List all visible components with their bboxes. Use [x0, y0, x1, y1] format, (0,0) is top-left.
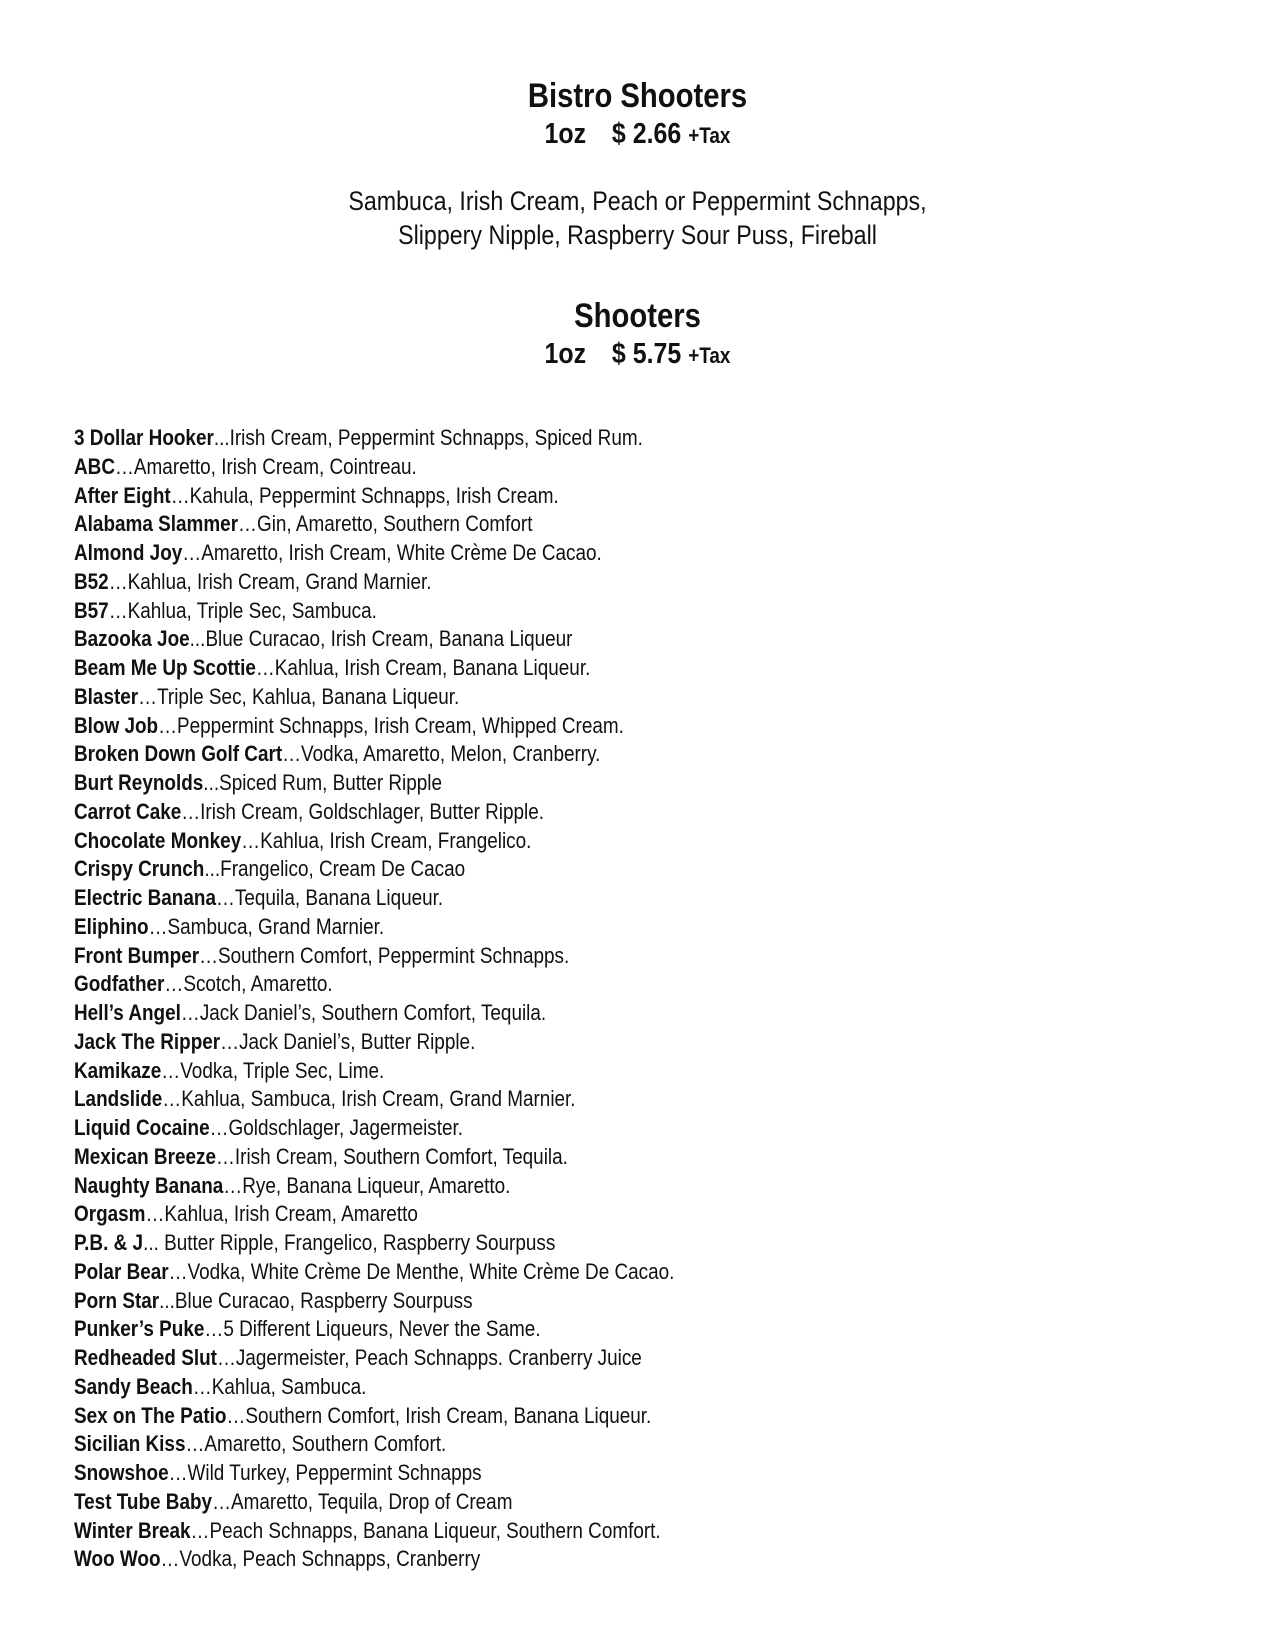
drink-ingredients: …Jack Daniel’s, Southern Comfort, Tequila.: [180, 1000, 547, 1025]
bistro-size: 1oz: [544, 118, 587, 150]
drink-name: B52: [74, 568, 109, 594]
drink-ingredients: …Irish Cream, Southern Comfort, Tequila.: [215, 1143, 568, 1169]
drink-ingredients: …Vodka, Peach Schnapps, Cranberry: [160, 1546, 481, 1572]
drink-name: Burt Reynolds: [74, 770, 204, 795]
drink-ingredients: …Goldschlager, Jagermeister.: [209, 1115, 464, 1140]
list-item: [74, 1344, 674, 1373]
bistro-title: Bistro Shooters: [527, 77, 748, 115]
drink-name: Landslide: [74, 1086, 163, 1112]
drink-ingredients: ...Blue Curacao, Irish Cream, Banana Liqueur: [189, 626, 573, 652]
drink-ingredients: …Gin, Amaretto, Southern Comfort: [238, 511, 533, 537]
drink-ingredients: …Rye, Banana Liqueur, Amaretto.: [223, 1172, 511, 1198]
list-item: [74, 942, 674, 971]
drink-ingredients: …Kahlua, Irish Cream, Frangelico.: [241, 827, 532, 853]
bistro-description: [89, 184, 1186, 252]
list-item: [74, 453, 674, 482]
list-item: [74, 424, 674, 453]
drink-name: Porn Star: [74, 1287, 160, 1313]
list-item: [74, 1200, 674, 1229]
list-item: [74, 855, 674, 884]
drink-ingredients: ...Blue Curacao, Raspberry Sourpuss: [159, 1287, 473, 1313]
bistro-shooters-header: [0, 76, 1275, 154]
drink-name: Punker’s Puke: [74, 1316, 205, 1342]
list-item: [74, 1114, 674, 1143]
shooters-title: Shooters: [574, 297, 701, 335]
drink-name: Test Tube Baby: [74, 1488, 213, 1514]
list-item: [74, 1143, 674, 1172]
shooters-tax: +Tax: [688, 343, 731, 368]
drink-name: Sex on The Patio: [74, 1402, 227, 1428]
list-item: [74, 568, 674, 597]
drink-name: ABC: [74, 453, 115, 479]
drink-ingredients: …Tequila, Banana Liqueur.: [215, 885, 444, 910]
drink-name: B57: [74, 597, 109, 623]
list-item: [74, 769, 674, 798]
drink-name: Eliphino: [74, 913, 149, 939]
drink-name: Snowshoe: [74, 1460, 169, 1485]
list-item: [74, 510, 674, 539]
drink-ingredients: ... Butter Ripple, Frangelico, Raspberry Sourpuss: [143, 1230, 556, 1255]
drink-name: Hell’s Angel: [74, 1000, 181, 1025]
drink-name: Crispy Crunch: [74, 856, 205, 882]
list-item: [74, 999, 674, 1028]
drink-name: Front Bumper: [74, 942, 200, 968]
list-item: [74, 1085, 674, 1114]
drink-name: Winter Break: [74, 1517, 191, 1543]
list-item: [74, 1517, 674, 1546]
list-item: [74, 1287, 674, 1316]
drink-name: Chocolate Monkey: [74, 827, 242, 853]
shooters-size: 1oz: [544, 338, 587, 370]
drink-name: Polar Bear: [74, 1258, 169, 1284]
bistro-description-line: Sambuca, Irish Cream, Peach or Peppermint Schnapps,: [348, 186, 927, 216]
drink-ingredients: ...Irish Cream, Peppermint Schnapps, Spiced Rum.: [213, 425, 643, 450]
drink-ingredients: …Kahlua, Sambuca.: [192, 1373, 367, 1399]
list-item: [74, 597, 674, 626]
list-item: [74, 1430, 674, 1459]
shooters-header: [0, 296, 1275, 374]
list-item: [74, 1229, 674, 1258]
list-item: [74, 1172, 674, 1201]
drink-name: Orgasm: [74, 1201, 146, 1227]
list-item: [74, 1258, 674, 1287]
drink-ingredients: …Wild Turkey, Peppermint Schnapps: [168, 1460, 482, 1485]
drink-ingredients: …Amaretto, Irish Cream, White Crème De Cacao.: [182, 540, 602, 565]
list-item: [74, 970, 674, 999]
drink-name: Jack The Ripper: [74, 1028, 221, 1054]
shooters-price: $ 5.75: [611, 338, 682, 370]
list-item: [74, 712, 674, 741]
drink-name: Alabama Slammer: [74, 511, 239, 537]
bistro-tax: +Tax: [688, 123, 731, 148]
drink-name: Blaster: [74, 683, 139, 709]
shooters-list: [74, 424, 674, 1574]
drink-name: Woo Woo: [74, 1546, 161, 1572]
drink-ingredients: …Kahlua, Sambuca, Irish Cream, Grand Marnier.: [162, 1086, 576, 1112]
list-item: [74, 740, 674, 769]
list-item: [74, 798, 674, 827]
drink-name: Almond Joy: [74, 540, 183, 565]
drink-name: Kamikaze: [74, 1057, 162, 1083]
drink-ingredients: …5 Different Liqueurs, Never the Same.: [204, 1316, 541, 1342]
drink-name: P.B. & J: [74, 1230, 144, 1255]
list-item: [74, 683, 674, 712]
list-item: [74, 1028, 674, 1057]
list-item: [74, 1459, 674, 1488]
list-item: [74, 1545, 674, 1574]
drink-ingredients: …Amaretto, Irish Cream, Cointreau.: [114, 453, 417, 479]
list-item: [74, 539, 674, 568]
list-item: [74, 1315, 674, 1344]
drink-name: 3 Dollar Hooker: [74, 425, 214, 450]
drink-ingredients: …Peppermint Schnapps, Irish Cream, Whipped Cream.: [158, 712, 624, 738]
drink-ingredients: …Sambuca, Grand Marnier.: [148, 913, 385, 939]
drink-name: Mexican Breeze: [74, 1143, 216, 1169]
list-item: [74, 625, 674, 654]
drink-name: Electric Banana: [74, 885, 216, 910]
list-item: [74, 884, 674, 913]
drink-ingredients: …Kahlua, Irish Cream, Amaretto: [145, 1201, 418, 1227]
drink-ingredients: …Southern Comfort, Peppermint Schnapps.: [199, 942, 570, 968]
drink-name: Sicilian Kiss: [74, 1431, 186, 1457]
list-item: [74, 1373, 674, 1402]
drink-ingredients: …Vodka, White Crème De Menthe, White Crème De Cacao.: [168, 1258, 675, 1284]
drink-ingredients: …Scotch, Amaretto.: [164, 971, 333, 997]
drink-name: Beam Me Up Scottie: [74, 655, 256, 680]
bistro-description-line: Slippery Nipple, Raspberry Sour Puss, Fireball: [398, 220, 877, 250]
drink-name: Naughty Banana: [74, 1172, 224, 1198]
drink-ingredients: …Vodka, Triple Sec, Lime.: [161, 1057, 385, 1083]
drink-ingredients: …Southern Comfort, Irish Cream, Banana Liqueur.: [226, 1402, 652, 1428]
drink-name: Liquid Cocaine: [74, 1115, 210, 1140]
drink-ingredients: …Triple Sec, Kahlua, Banana Liqueur.: [138, 683, 460, 709]
shooters-price-line: [89, 336, 1186, 374]
drink-ingredients: …Vodka, Amaretto, Melon, Cranberry.: [282, 741, 601, 767]
drink-ingredients: …Kahlua, Irish Cream, Banana Liqueur.: [255, 655, 591, 680]
list-item: [74, 913, 674, 942]
list-item: [74, 482, 674, 511]
drink-ingredients: …Kahlua, Triple Sec, Sambuca.: [108, 597, 377, 623]
drink-ingredients: …Jack Daniel’s, Butter Ripple.: [220, 1028, 476, 1054]
drink-ingredients: …Amaretto, Southern Comfort.: [185, 1431, 447, 1457]
drink-ingredients: …Kahula, Peppermint Schnapps, Irish Cream.: [170, 482, 559, 508]
drink-name: After Eight: [74, 482, 171, 508]
drink-name: Godfather: [74, 971, 165, 997]
drink-name: Sandy Beach: [74, 1373, 193, 1399]
list-item: [74, 1488, 674, 1517]
bistro-price-line: [89, 116, 1186, 154]
bistro-price: $ 2.66: [611, 118, 682, 150]
drink-ingredients: …Kahlua, Irish Cream, Grand Marnier.: [108, 568, 432, 594]
drink-name: Carrot Cake: [74, 798, 182, 824]
drink-name: Redheaded Slut: [74, 1345, 217, 1370]
list-item: [74, 827, 674, 856]
drink-name: Bazooka Joe: [74, 626, 190, 652]
drink-ingredients: ...Frangelico, Cream De Cacao: [204, 856, 466, 882]
list-item: [74, 1402, 674, 1431]
list-item: [74, 654, 674, 683]
drink-ingredients: …Amaretto, Tequila, Drop of Cream: [212, 1488, 513, 1514]
drink-ingredients: ...Spiced Rum, Butter Ripple: [203, 770, 443, 795]
drink-ingredients: …Peach Schnapps, Banana Liqueur, Southern Comfort.: [190, 1517, 661, 1543]
list-item: [74, 1057, 674, 1086]
drink-ingredients: …Irish Cream, Goldschlager, Butter Ripple.: [181, 798, 545, 824]
drink-ingredients: …Jagermeister, Peach Schnapps. Cranberry Juice: [216, 1345, 642, 1370]
drink-name: Blow Job: [74, 712, 159, 738]
drink-name: Broken Down Golf Cart: [74, 741, 283, 767]
